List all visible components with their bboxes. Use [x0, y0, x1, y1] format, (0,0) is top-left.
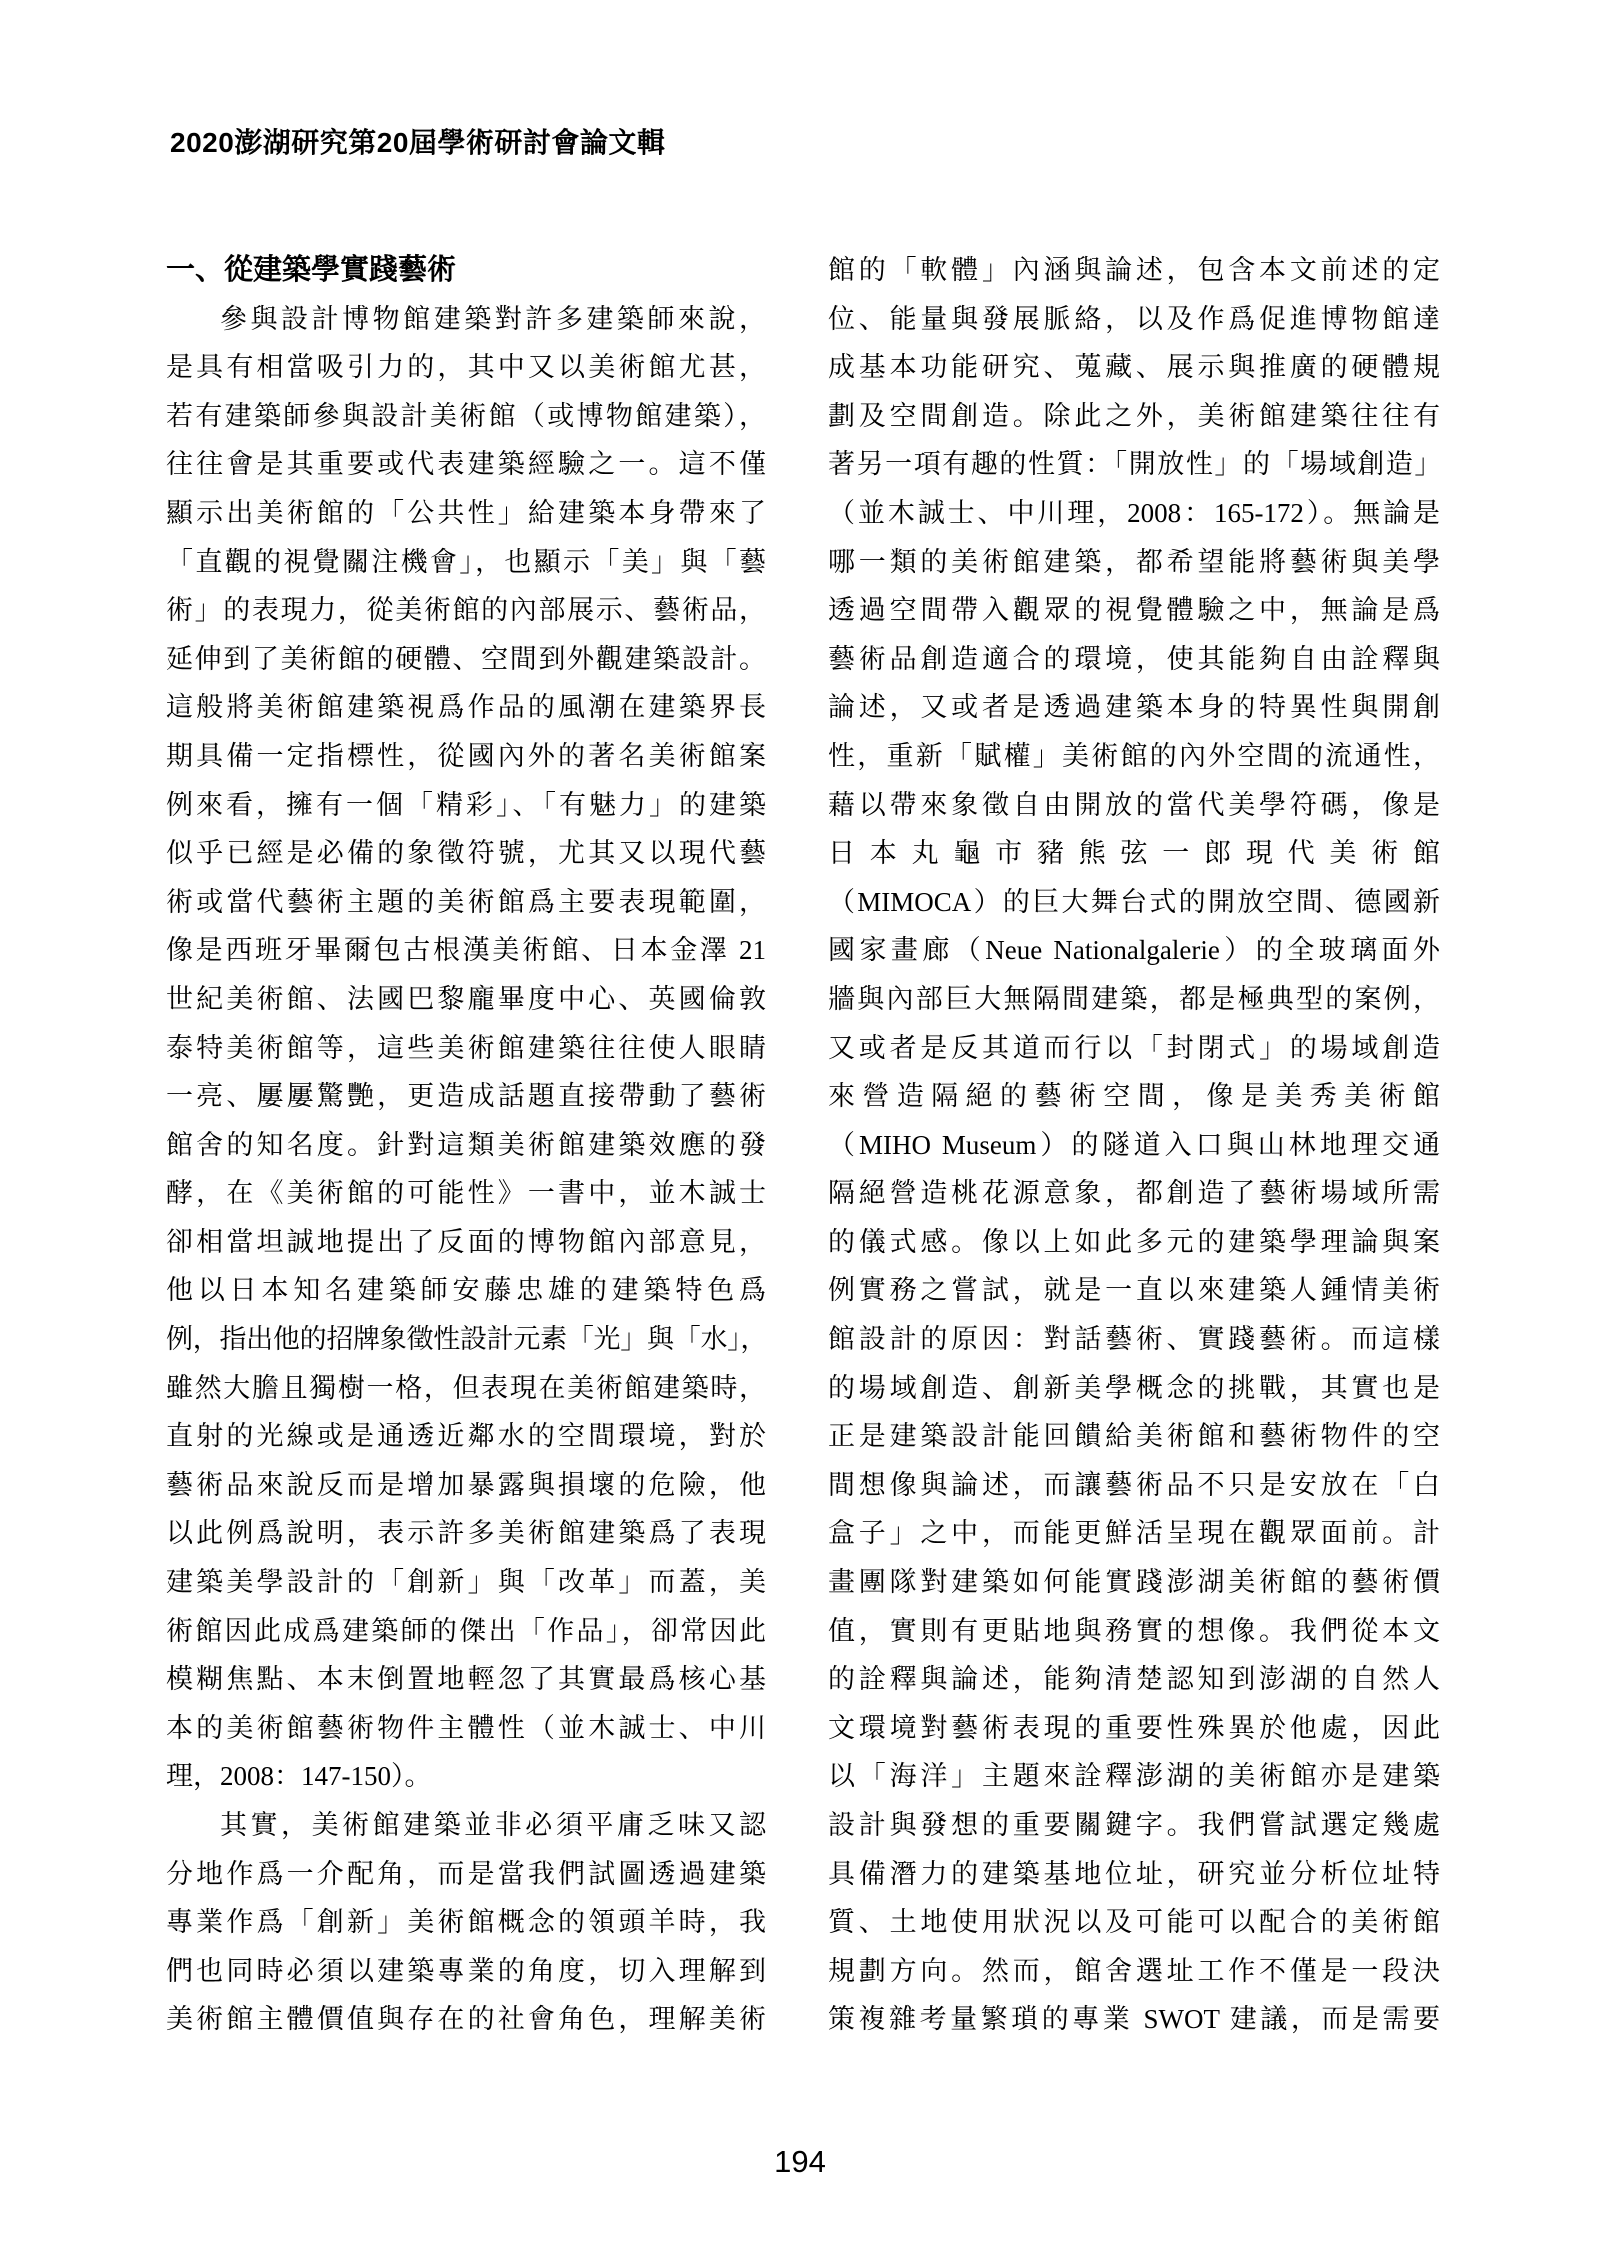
text-line: 參與設計博物館建築對許多建築師來說，	[220, 303, 766, 334]
text-line: 館設計的原因：對話藝術、實踐藝術。而這樣	[828, 1324, 1440, 1355]
running-header: 2020澎湖研究第20屆學術研討會論文輯	[170, 127, 666, 158]
text-line: 規劃方向。然而，館舍選址工作不僅是一段決	[828, 1955, 1440, 1986]
text-line: 性，重新「賦權」美術館的內外空間的流通性，	[828, 740, 1440, 771]
text-line: 一亮、屢屢驚艷，更造成話題直接帶動了藝術	[166, 1081, 766, 1112]
text-line: 牆與內部巨大無隔間建築，都是極典型的案例，	[828, 983, 1440, 1014]
text-line: 館的「軟體」內涵與論述，包含本文前述的定	[828, 255, 1440, 285]
text-line: 館舍的知名度。針對這類美術館建築效應的發	[166, 1129, 766, 1160]
text-line: 延伸到了美術館的硬體、空間到外觀建築設計。	[166, 643, 766, 674]
text-line: （並木誠士、中川理，2008：165-172）。無論是	[828, 497, 1440, 528]
text-line: 往往會是其重要或代表建築經驗之一。這不僅	[166, 449, 766, 480]
text-line: 「直觀的視覺關注機會」，也顯示「美」與「藝	[166, 546, 766, 577]
text-line: 模糊焦點、本末倒置地輕忽了其實最爲核心基	[166, 1664, 766, 1695]
text-line: 似乎已經是必備的象徵符號，尤其又以現代藝	[166, 838, 766, 869]
text-line: 間想像與論述，而讓藝術品不只是安放在「白	[828, 1469, 1440, 1500]
text-line: 策複雜考量繁瑣的專業 SWOT 建議，而是需要	[828, 2004, 1440, 2035]
text-line: 他以日本知名建築師安藤忠雄的建築特色爲	[166, 1275, 766, 1306]
text-line: 成基本功能研究、蒐藏、展示與推廣的硬體規	[828, 352, 1440, 383]
text-line: 建築美學設計的「創新」與「改革」而蓋，美	[166, 1567, 766, 1598]
text-line: 論述，又或者是透過建築本身的特異性與開創	[828, 692, 1440, 723]
text-line: （MIMOCA）的巨大舞台式的開放空間、德國新	[828, 886, 1440, 917]
text-line: 這般將美術館建築視爲作品的風潮在建築界長	[166, 692, 766, 723]
text-line: 哪一類的美術館建築，都希望能將藝術與美學	[828, 546, 1440, 577]
text-line: 的儀式感。像以上如此多元的建築學理論與案	[828, 1226, 1440, 1257]
text-line: 具備潛力的建築基地位址，研究並分析位址特	[828, 1858, 1440, 1889]
right-column	[828, 246, 1440, 2044]
text-line: 世紀美術館、法國巴黎龐畢度中心、英國倫敦	[166, 983, 766, 1014]
text-line: 又或者是反其道而行以「封閉式」的場域創造	[828, 1032, 1440, 1063]
text-line: 例，指出他的招牌象徵性設計元素「光」與「水」，	[166, 1324, 766, 1355]
text-line: 酵，在《美術館的可能性》一書中，並木誠士	[166, 1178, 766, 1209]
text-line: 來營造隔絕的藝術空間，像是美秀美術館	[828, 1081, 1440, 1112]
text-line: 值，實則有更貼地與務實的想像。我們從本文	[828, 1615, 1440, 1646]
text-line: 藉以帶來象徵自由開放的當代美學符碼，像是	[828, 789, 1440, 820]
text-line: 像是西班牙畢爾包古根漢美術館、日本金澤 21	[166, 935, 766, 966]
text-line: 國家畫廊（Neue Nationalgalerie）的全玻璃面外	[828, 935, 1440, 966]
text-line: 以「海洋」主題來詮釋澎湖的美術館亦是建築	[828, 1761, 1440, 1792]
text-line: 術」的表現力，從美術館的內部展示、藝術品，	[166, 595, 766, 626]
text-line: 美術館主體價值與存在的社會角色，理解美術	[166, 2004, 766, 2035]
text-line: 專業作爲「創新」美術館概念的領頭羊時，我	[166, 1907, 766, 1938]
text-line: 直射的光線或是通透近鄰水的空間環境，對於	[166, 1421, 766, 1452]
text-line: 分地作爲一介配角，而是當我們試圖透過建築	[166, 1858, 766, 1889]
page-number: 194	[774, 2144, 826, 2179]
text-line: 理，2008：147-150）。	[166, 1761, 432, 1792]
text-line: 正是建築設計能回饋給美術館和藝術物件的空	[828, 1421, 1440, 1452]
section-heading: 一、從建築學實踐藝術	[166, 254, 457, 286]
text-line: 期具備一定指標性，從國內外的著名美術館案	[166, 740, 766, 771]
text-line: 的場域創造、創新美學概念的挑戰，其實也是	[828, 1372, 1440, 1403]
text-line: 藝術品創造適合的環境，使其能夠自由詮釋與	[828, 643, 1440, 674]
text-line: 例來看，擁有一個「精彩」、「有魅力」的建築	[166, 789, 766, 820]
text-line: 透過空間帶入觀眾的視覺體驗之中，無論是爲	[828, 595, 1440, 626]
text-line: 雖然大膽且獨樹一格，但表現在美術館建築時，	[166, 1372, 766, 1403]
text-line: 質、土地使用狀況以及可能可以配合的美術館	[828, 1907, 1440, 1938]
text-line: 是具有相當吸引力的，其中又以美術館尤甚，	[166, 352, 766, 383]
text-line: 們也同時必須以建築專業的角度，切入理解到	[166, 1955, 766, 1986]
text-line: 劃及空間創造。除此之外，美術館建築往往有	[828, 400, 1440, 431]
text-line: 藝術品來說反而是增加暴露與損壞的危險，他	[166, 1469, 766, 1500]
text-line: （MIHO Museum）的隧道入口與山林地理交通	[828, 1129, 1440, 1160]
text-line: 著另一項有趣的性質：「開放性」的「場域創造」	[828, 449, 1440, 480]
text-line: 畫團隊對建築如何能實踐澎湖美術館的藝術價	[828, 1567, 1440, 1598]
text-line: 日本丸龜市豬熊弦一郎現代美術館	[828, 838, 1440, 869]
text-line: 泰特美術館等，這些美術館建築往往使人眼睛	[166, 1032, 766, 1063]
text-line: 其實，美術館建築並非必須平庸乏味又認	[220, 1810, 766, 1840]
text-line: 盒子」之中，而能更鮮活呈現在觀眾面前。計	[828, 1518, 1440, 1549]
text-line: 若有建築師參與設計美術館（或博物館建築），	[166, 400, 766, 431]
text-line: 例實務之嘗試，就是一直以來建築人鍾情美術	[828, 1275, 1440, 1306]
text-line: 本的美術館藝術物件主體性（並木誠士、中川	[166, 1712, 766, 1743]
text-line: 設計與發想的重要關鍵字。我們嘗試選定幾處	[828, 1810, 1440, 1840]
left-column	[166, 246, 766, 2044]
text-line: 術或當代藝術主題的美術館爲主要表現範圍，	[166, 886, 766, 917]
text-line: 顯示出美術館的「公共性」給建築本身帶來了	[166, 497, 766, 528]
text-line: 隔絕營造桃花源意象，都創造了藝術場域所需	[828, 1178, 1440, 1209]
text-line: 文環境對藝術表現的重要性殊異於他處，因此	[828, 1712, 1440, 1743]
text-line: 卻相當坦誠地提出了反面的博物館內部意見，	[166, 1226, 766, 1257]
text-line: 以此例爲說明，表示許多美術館建築爲了表現	[166, 1518, 766, 1549]
text-line: 的詮釋與論述，能夠清楚認知到澎湖的自然人	[828, 1664, 1440, 1695]
text-line: 位、能量與發展脈絡，以及作爲促進博物館達	[828, 303, 1440, 334]
text-line: 術館因此成爲建築師的傑出「作品」，卻常因此	[166, 1615, 766, 1646]
